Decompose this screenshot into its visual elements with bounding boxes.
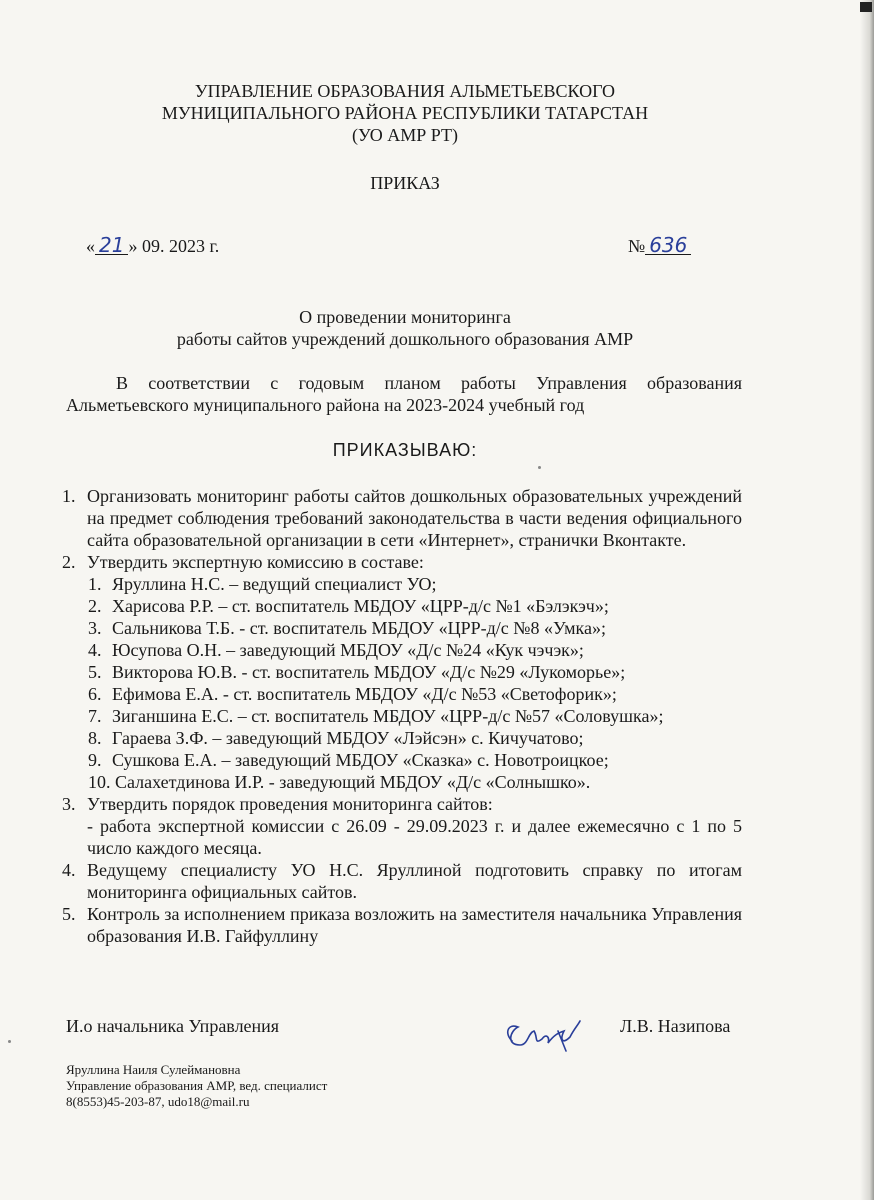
order-number: [628, 233, 691, 257]
preamble-text: В соответствии с годовым планом работы Управления образования Альметьевского муниципального района на 2023-2024 учебный год: [66, 373, 742, 415]
commission-member: [62, 595, 742, 617]
executor-position: Управление образования АМР, вед. специалист: [66, 1078, 328, 1093]
subject-line-1: О проведении мониторинга: [299, 307, 511, 327]
member-text: Харисова Р.Р. – ст. воспитатель МБДОУ «ЦРР-д/с №1 «Бэлэкэч»;: [112, 596, 609, 616]
member-number: 5.: [88, 662, 102, 682]
commission-member: [62, 683, 742, 705]
number-handwritten: 636: [645, 236, 691, 255]
item-detail: - работа экспертной комиссии с 26.09 - 29.09.2023 г. и далее ежемесячно с 1 по 5 число каждого месяца.: [87, 816, 742, 858]
member-number: 8.: [88, 728, 102, 748]
item-number: 5.: [62, 904, 76, 924]
executor-block: [66, 1062, 327, 1110]
org-abbreviation: (УО АМР РТ): [351, 125, 459, 145]
item-text: Организовать мониторинг работы сайтов дошкольных образовательных учреждений на предмет соблюдения требований законодательства в части ведения официального сайта образовательной организации в сети «Интернет», странички Вконтакте.: [87, 486, 742, 550]
item-number: 3.: [62, 794, 76, 814]
item-number: 4.: [62, 860, 76, 880]
member-number: 1.: [88, 574, 102, 594]
member-text: Зиганшина Е.С. – ст. воспитатель МБДОУ «ЦРР-д/с №57 «Соловушка»;: [112, 706, 664, 726]
commission-member: [62, 705, 742, 727]
order-item: [62, 859, 742, 903]
member-text: Салахетдинова И.Р. - заведующий МБДОУ «Д/с «Солнышко».: [115, 772, 591, 792]
scan-corner-mark: [860, 2, 872, 12]
member-text: Юсупова О.Н. – заведующий МБДОУ «Д/с №24 «Кук чэчэк»;: [112, 640, 584, 660]
scan-edge-shadow: [860, 0, 874, 1200]
order-item: [62, 903, 742, 947]
commission-member: [62, 617, 742, 639]
preamble: [66, 372, 742, 416]
subject-line-2: работы сайтов учреждений дошкольного образования АМР: [176, 329, 634, 349]
member-number: 9.: [88, 750, 102, 770]
order-heading: ПРИКАЗЫВАЮ:: [332, 440, 478, 460]
member-text: Викторова Ю.В. - ст. воспитатель МБДОУ «Д/с №29 «Лукоморье»;: [112, 662, 626, 682]
signatory-position: И.о начальника Управления: [66, 1016, 280, 1036]
item-number: 2.: [62, 552, 76, 572]
order-item: [62, 793, 742, 859]
scan-speck: [8, 1040, 11, 1043]
member-text: Сальникова Т.Б. - ст. воспитатель МБДОУ «ЦРР-д/с №8 «Умка»;: [112, 618, 606, 638]
member-number: 4.: [88, 640, 102, 660]
commission-member: [62, 749, 742, 771]
commission-member: [62, 661, 742, 683]
member-number: 3.: [88, 618, 102, 638]
scan-speck: [538, 466, 541, 469]
date-open-quote: «: [86, 236, 95, 256]
member-number: 10.: [88, 772, 111, 792]
member-number: 6.: [88, 684, 102, 704]
document-type: ПРИКАЗ: [370, 173, 440, 193]
order-date: [86, 233, 220, 257]
member-text: Сушкова Е.А. – заведующий МБДОУ «Сказка» с. Новотроицкое;: [112, 750, 609, 770]
number-label: №: [628, 236, 646, 256]
date-rest: » 09. 2023 г.: [128, 236, 220, 256]
org-name-line-1: УПРАВЛЕНИЕ ОБРАЗОВАНИЯ АЛЬМЕТЬЕВСКОГО: [194, 81, 616, 101]
item-text: Ведущему специалисту УО Н.С. Яруллиной подготовить справку по итогам мониторинга официальных сайтов.: [87, 860, 742, 902]
order-items: [62, 485, 742, 947]
order-item: [62, 485, 742, 551]
commission-member: [62, 727, 742, 749]
date-day-handwritten: 21: [95, 236, 128, 255]
commission-member: [62, 771, 742, 793]
executor-name: Яруллина Наиля Сулеймановна: [66, 1062, 241, 1077]
commission-member: [62, 639, 742, 661]
member-text: Ефимова Е.А. - ст. воспитатель МБДОУ «Д/с №53 «Светофорик»;: [112, 684, 617, 704]
member-text: Яруллина Н.С. – ведущий специалист УО;: [112, 574, 437, 594]
member-text: Гараева З.Ф. – заведующий МБДОУ «Лэйсэн» с. Кичучатово;: [112, 728, 584, 748]
item-text: Контроль за исполнением приказа возложить на заместителя начальника Управления образования И.В. Гайфуллину: [87, 904, 742, 946]
item-number: 1.: [62, 486, 76, 506]
signatory-name: Л.В. Назипова: [620, 1016, 731, 1036]
item-text: Утвердить экспертную комиссию в составе:: [87, 552, 424, 572]
handwritten-signature: [498, 1015, 582, 1055]
commission-member: [62, 573, 742, 595]
member-number: 7.: [88, 706, 102, 726]
item-text: Утвердить порядок проведения мониторинга сайтов:: [87, 794, 493, 814]
org-name-line-2: МУНИЦИПАЛЬНОГО РАЙОНА РЕСПУБЛИКИ ТАТАРСТАН: [161, 103, 649, 123]
order-item: [62, 551, 742, 573]
member-number: 2.: [88, 596, 102, 616]
executor-contacts: 8(8553)45-203-87, udo18@mail.ru: [66, 1094, 250, 1109]
